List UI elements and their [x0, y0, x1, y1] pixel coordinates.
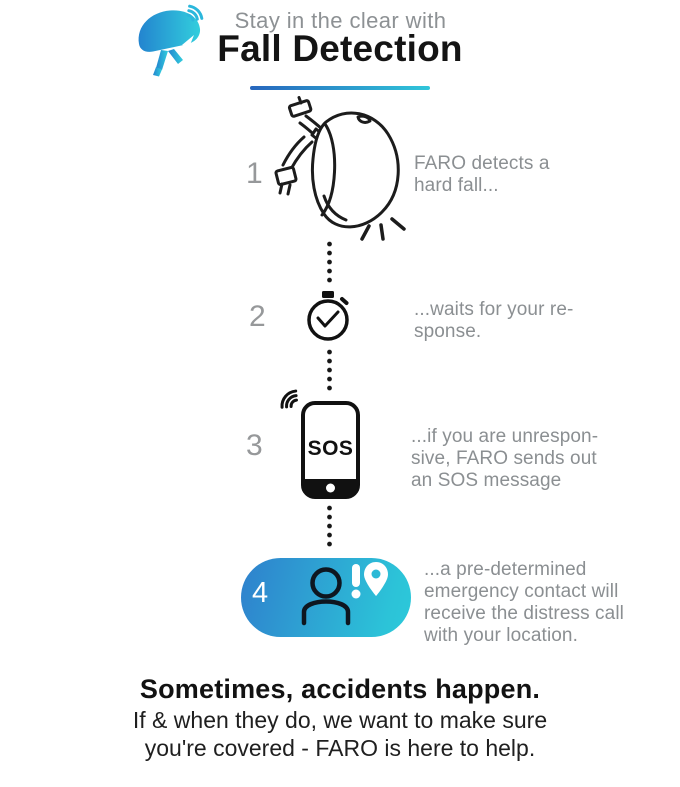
step-2-text	[414, 299, 573, 343]
step-4-line: receive the distress call	[424, 603, 624, 624]
step-4-text	[424, 559, 624, 647]
location-pin-icon	[364, 562, 388, 596]
emergency-contact-icon	[290, 560, 400, 632]
step-4-line: with your location.	[424, 625, 578, 646]
footer-line: If & when they do, we want to make sure	[132, 707, 548, 733]
step-2-number: 2	[249, 300, 266, 333]
header-eyebrow: Stay in the clear with	[234, 8, 447, 33]
footer-subtext	[0, 706, 680, 762]
helmet-shell	[312, 113, 398, 227]
step-1-line: FARO detects a	[414, 153, 550, 174]
step-3-number: 3	[246, 429, 263, 462]
step-3-line: an SOS message	[411, 470, 562, 491]
step-3-line: sive, FARO sends out	[411, 448, 597, 469]
fallen-helmet-icon	[266, 96, 418, 244]
step-4-line: emergency contact will	[424, 581, 619, 602]
dotted-connector	[327, 504, 332, 550]
stopwatch-icon	[302, 290, 354, 348]
sos-phone-icon	[277, 384, 363, 500]
footer-line: you're covered - FARO is here to help.	[144, 735, 536, 761]
step-1-text	[414, 153, 550, 197]
title-underline	[250, 86, 430, 90]
home-button	[326, 484, 335, 493]
dotted-connector	[327, 240, 332, 286]
page-title: Fall Detection	[217, 28, 463, 69]
step-2-line: ...waits for your re-	[414, 299, 574, 320]
stopwatch-crown	[322, 291, 334, 298]
exclamation-icon	[352, 568, 361, 599]
step-3-text	[411, 426, 598, 492]
step-1-line: hard fall...	[414, 175, 499, 196]
person-icon	[304, 570, 348, 624]
step-4-number: 4	[252, 577, 269, 609]
sos-label: SOS	[307, 437, 354, 460]
footer-headline: Sometimes, accidents happen.	[139, 674, 541, 704]
step-4-line: ...a pre-determined	[424, 559, 587, 580]
step-1-number: 1	[246, 157, 263, 190]
step-2-line: sponse.	[414, 321, 482, 342]
step-3-line: ...if you are unrespon-	[411, 426, 599, 447]
signal-waves-icon	[279, 388, 301, 411]
